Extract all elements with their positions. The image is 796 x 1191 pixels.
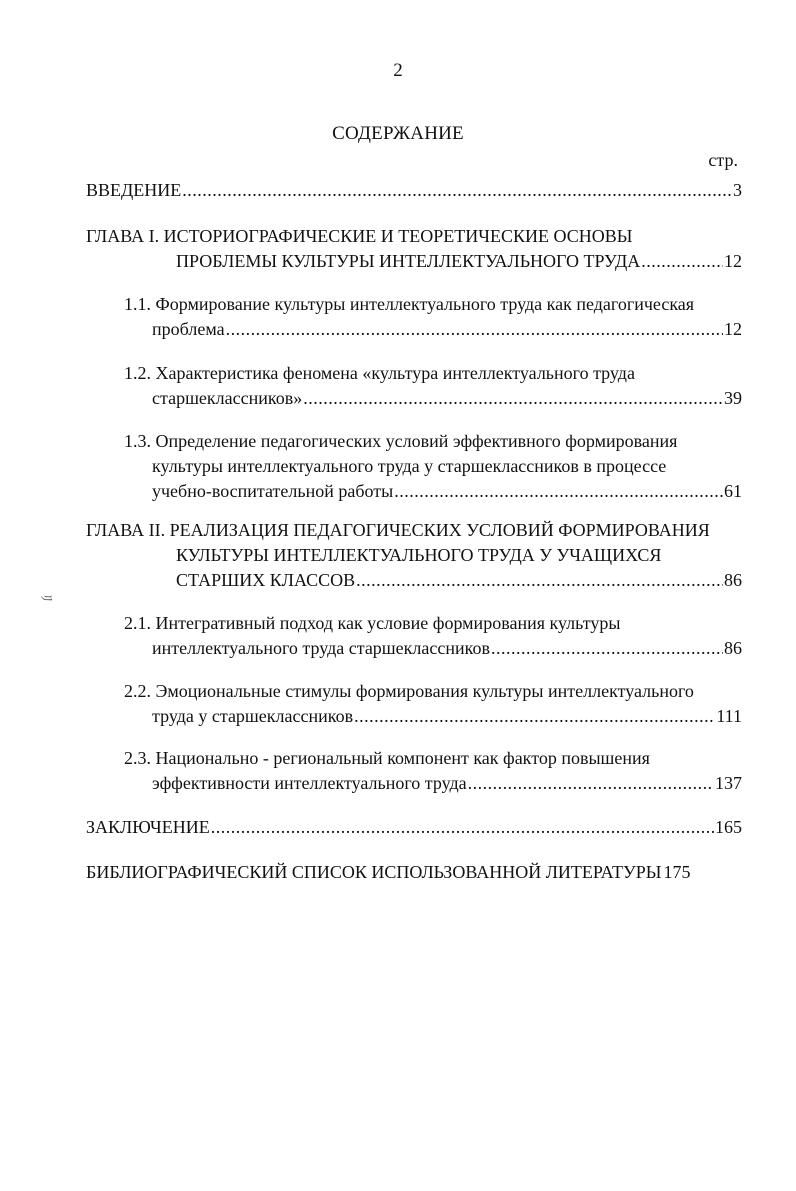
toc-entry-introduction[interactable]: [86, 178, 742, 203]
toc-entry-title: СТАРШИХ КЛАССОВ: [176, 570, 356, 590]
toc-entry-section-1-2[interactable]: [124, 361, 742, 411]
toc-entry-title: ПРОБЛЕМЫ КУЛЬТУРЫ ИНТЕЛЛЕКТУАЛЬНОГО ТРУДА: [176, 251, 641, 271]
toc-entry-page: 86: [724, 570, 742, 590]
toc-entry-title: ЗАКЛЮЧЕНИЕ: [86, 817, 210, 837]
toc-entry-page: 137: [715, 773, 742, 793]
dot-leader: [491, 636, 723, 661]
toc-entry-page: 12: [724, 251, 742, 271]
toc-entry-section-1-3[interactable]: [124, 429, 742, 504]
dot-leader: [394, 479, 723, 504]
toc-entry-title: труда у старшеклассников: [152, 706, 354, 726]
toc-entry-section-2-1[interactable]: [124, 611, 742, 661]
dot-leader: [468, 771, 714, 796]
toc-entry-title-line: ГЛАВА I. ИСТОРИОГРАФИЧЕСКИЕ И ТЕОРЕТИЧЕСКИЕ ОСНОВЫ: [86, 226, 633, 246]
toc-entry-title-line: ГЛАВА II. РЕАЛИЗАЦИЯ ПЕДАГОГИЧЕСКИХ УСЛОВИЙ ФОРМИРОВАНИЯ: [86, 520, 710, 540]
dot-leader: [182, 178, 732, 203]
toc-entry-page: 3: [733, 180, 742, 200]
page-column-label: стр.: [708, 150, 738, 170]
toc-entry-conclusion[interactable]: [86, 815, 742, 840]
dot-leader: [354, 704, 715, 729]
scan-artifact-mark: ﾘ: [37, 594, 53, 602]
toc-entry-title-line: 2.1. Интегративный подход как условие формирования культуры: [124, 613, 621, 633]
toc-entry-section-2-3[interactable]: [124, 746, 742, 796]
toc-entry-bibliography[interactable]: [86, 860, 742, 885]
toc-entry-title-line: культуры интеллектуального труда у старшеклассников в процессе: [152, 456, 667, 476]
toc-entry-title: учебно-воспитательной работы: [152, 481, 394, 501]
toc-entry-title: старшеклассников»: [152, 388, 303, 408]
toc-entry-title-line: 1.3. Определение педагогических условий эффективного формирования: [124, 431, 678, 451]
toc-entry-title-line: 2.3. Национально - региональный компонент как фактор повышения: [124, 748, 650, 768]
dot-leader: [356, 568, 723, 593]
toc-entry-page: 86: [724, 638, 742, 658]
dot-leader: [641, 249, 723, 274]
toc-entry-page: 61: [724, 481, 742, 501]
toc-entry-page: 165: [715, 817, 742, 837]
toc-entry-title-line: 1.2. Характеристика феномена «культура интеллектуального труда: [124, 363, 635, 383]
toc-entry-page: 39: [724, 388, 742, 408]
page-number: 2: [393, 60, 403, 81]
toc-entry-title: эффективности интеллектуального труда: [152, 773, 467, 793]
toc-entry-chapter-1[interactable]: [86, 224, 742, 274]
toc-entry-page: 111: [716, 706, 742, 726]
toc-entry-page: 175: [663, 862, 691, 882]
dot-leader: [226, 317, 723, 342]
toc-title: СОДЕРЖАНИЕ: [332, 123, 464, 144]
toc-entry-title-line: 2.2. Эмоциональные стимулы формирования культуры интеллектуального: [124, 681, 694, 701]
toc-entry-title: ВВЕДЕНИЕ: [86, 180, 182, 200]
toc-entry-title-line: КУЛЬТУРЫ ИНТЕЛЛЕКТУАЛЬНОГО ТРУДА У УЧАЩИХСЯ: [176, 545, 662, 565]
toc-entry-page: 12: [724, 319, 742, 339]
toc-entry-title: БИБЛИОГРАФИЧЕСКИЙ СПИСОК ИСПОЛЬЗОВАННОЙ ЛИТЕРАТУРЫ: [86, 862, 662, 882]
toc-entry-section-1-1[interactable]: [124, 292, 742, 342]
toc-entry-chapter-2[interactable]: [86, 518, 742, 593]
toc-entry-title: проблема: [152, 319, 225, 339]
dot-leader: [303, 386, 723, 411]
toc-entry-title-line: 1.1. Формирование культуры интеллектуального труда как педагогическая: [124, 294, 695, 314]
toc-entry-section-2-2[interactable]: [124, 679, 742, 729]
dot-leader: [211, 815, 714, 840]
toc-entry-title: интеллектуального труда старшеклассников: [152, 638, 490, 658]
